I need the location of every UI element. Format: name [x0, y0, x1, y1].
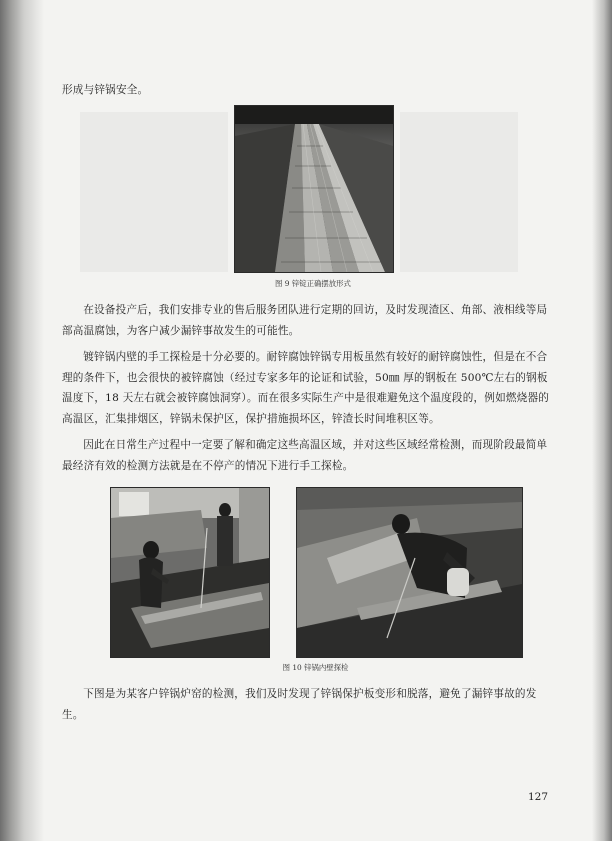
- figure-9-caption: 图 9 锌锭正确摆放形式: [275, 279, 351, 288]
- bleed-through: [400, 112, 518, 272]
- paragraph-bottom: [62, 684, 552, 725]
- paragraph-top: [62, 80, 552, 101]
- paragraph: 下图是为某客户锌锅炉窑的检测，我们及时发现了锌锅保护板变形和脱落，避免了漏锌事故的发生。: [62, 688, 537, 721]
- figure-10-caption: 图 10 锌锅内壁探检: [282, 663, 349, 672]
- zinc-ingots-photo: [235, 106, 393, 272]
- paragraph: 镀锌锅内壁的手工探检是十分必要的。耐锌腐蚀锌锅专用板虽然有较好的耐锌腐蚀性，但是在不合理的条件下，也会很快的被锌腐蚀（经过专家多年的论证和试验，50㎜ 厚的钢板在 500℃左右的钢板温度下，18 天左右就会被锌腐蚀洞穿）。而在很多实际生产中是很难避免这个温度段的，例如燃烧器的高温区，汇集排烟区，锌锅未保护区，保护措施损坏区，锌渣长时间堆积区等。: [62, 351, 550, 425]
- figure-9-photo: [234, 105, 394, 273]
- figure-10-photo-right: [296, 487, 523, 658]
- paragraph: 在设备投产后，我们安排专业的售后服务团队进行定期的回访，及时发现渣区、角部、液相线等局部高温腐蚀，为客户减少漏锌事故发生的可能性。: [62, 304, 548, 337]
- page-edge-shadow: [592, 0, 612, 841]
- text-line: 形成与锌锅安全。: [62, 84, 149, 96]
- page-number: 127: [528, 791, 549, 803]
- figure-10-photo-left: [110, 487, 270, 658]
- binding-shadow: [0, 0, 44, 841]
- paragraph: 因此在日常生产过程中一定要了解和确定这些高温区域，并对这些区域经常检测，而现阶段最简单最经济有效的检测方法就是在不停产的情况下进行手工探检。: [62, 439, 548, 472]
- bleed-through: [80, 112, 228, 272]
- body-text: [62, 300, 552, 476]
- inspection-photo-right: [297, 488, 522, 657]
- inspection-photo-left: [111, 488, 269, 657]
